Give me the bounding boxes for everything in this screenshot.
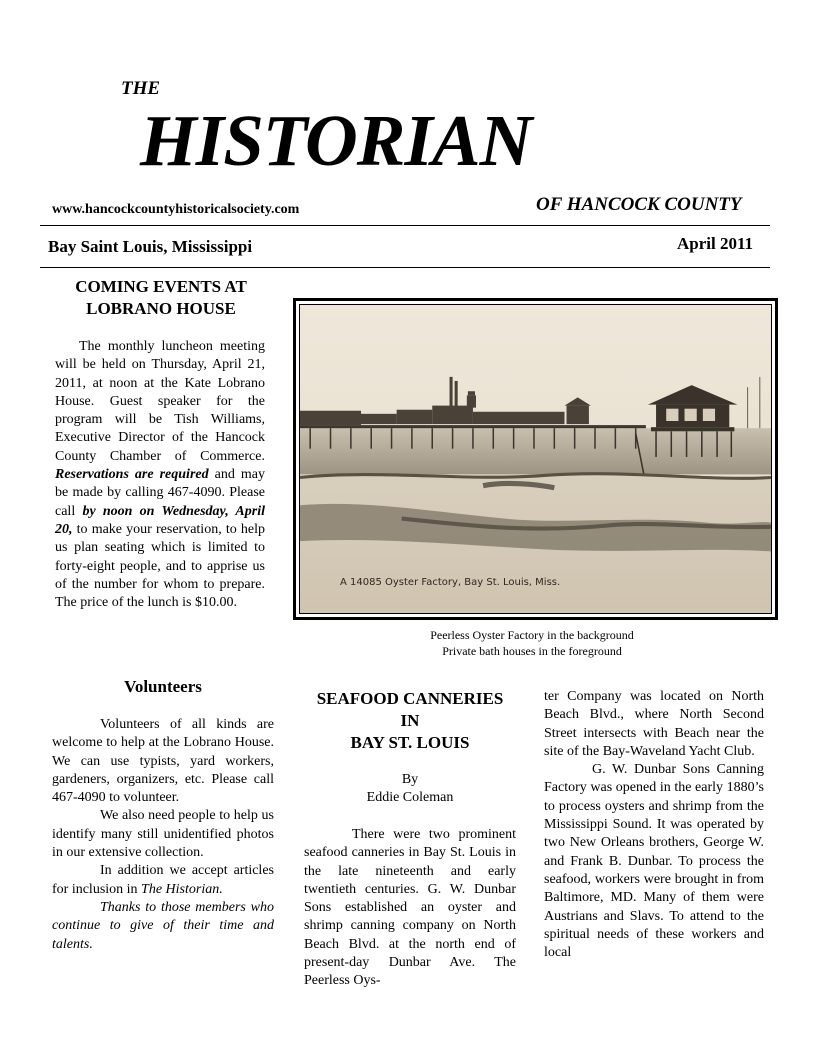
website-url[interactable]: www.hancockcountyhistoricalsociety.com (52, 202, 300, 217)
events-text-reservations: Reservations are required (55, 467, 209, 483)
article-column-2 (544, 688, 764, 962)
events-text-e: to make your reservation, to help us plan seating which is limited to forty-eight people, and to apprise us of the number for whom to prepare. The price of the lunch is $10.00. (55, 521, 265, 611)
volunteers-paragraph-3 (52, 862, 274, 899)
volunteers-heading: Volunteers (124, 677, 202, 696)
photo-caption-line2: Private bath houses in the foreground (442, 644, 622, 658)
article-byline (304, 771, 516, 807)
volunteers-paragraph-4: Thanks to those members who continue to give of their time and talents. (52, 899, 274, 952)
article-author: Eddie Coleman (366, 790, 454, 805)
events-heading-line1: COMING EVENTS AT (75, 277, 247, 296)
article-col2-paragraph-1: ter Company was located on North Beach Blvd., where North Second Street intersects with Beach near the site of the Bay-Waveland Yacht Club. (544, 689, 764, 759)
events-text-a: The monthly luncheon meeting will be held on Thursday, April 21, 2011, at noon at the Kate Lobrano House. Guest speaker for the program will be Tish Williams, Executive Director of the Hancock County Chamber of Commerce. (55, 339, 265, 464)
oyster-factory-photo (299, 304, 772, 614)
volunteers-paragraph-1: Volunteers of all kinds are welcome to help at the Lobrano House. We can use typists, yard workers, gardeners, organizers, etc. Please call 467-4090 to volunteer. (52, 717, 274, 806)
masthead-rule-bottom (40, 267, 770, 268)
events-heading (52, 276, 270, 320)
events-heading-line2: LOBRANO HOUSE (86, 299, 236, 318)
events-text-c: and may be made by calling 467-4090. Please call (55, 467, 265, 519)
article-col2-paragraph-2: G. W. Dunbar Sons Canning Factory was opened in the early 1880’s to process oysters and shrimp from the Mississippi Sound. It was operated by two New Orleans brothers, George W. and Frank B. Dunbar. To process the seafood, workers were brought in from Baltimore, MD. Many of them were Austrians and Slavs. To attend to the spiritual needs of these workers and local (544, 762, 764, 961)
events-body (55, 338, 265, 612)
masthead-rule-top (40, 225, 770, 226)
photo-print-caption: A 14085 Oyster Factory, Bay St. Louis, Miss. (340, 577, 561, 588)
article-by: By (401, 772, 419, 787)
masthead-county: OF HANCOCK COUNTY (536, 194, 742, 215)
photo-caption-line1: Peerless Oyster Factory in the background (430, 628, 634, 642)
issue-date: April 2011 (677, 234, 754, 253)
oyster-factory-illustration (300, 305, 771, 613)
events-paragraph (55, 338, 265, 612)
masthead-title: HISTORIAN (140, 100, 532, 181)
article-heading-line2: IN (400, 711, 420, 730)
oyster-factory-photo-frame (293, 298, 778, 620)
article-heading-line3: BAY ST. LOUIS (350, 733, 470, 752)
events-text-deadline: by noon on Wednesday, April 20, (55, 503, 265, 537)
issue-location: Bay Saint Louis, Mississippi (48, 237, 253, 256)
volunteers-body (52, 716, 274, 954)
volunteers-text-publication: The Historian. (141, 881, 223, 897)
volunteers-paragraph-2: We also need people to help us identify many still unidentified photos in our extensive collection. (52, 808, 274, 861)
article-col1-paragraph: There were two prominent seafood canneries in Bay St. Louis in the late nineteenth and early twentieth centuries. G. W. Dunbar Sons established an oyster and shrimp canning company on North Beach Blvd. at the north end of present-day Dunbar Ave. The Peerless Oys- (304, 827, 516, 989)
article-column-1 (304, 826, 516, 991)
article-heading-line1: SEAFOOD CANNERIES (316, 689, 504, 708)
volunteers-text-3a: In addition we accept articles for inclusion in (52, 863, 274, 897)
article-heading (304, 688, 516, 754)
masthead-the: THE (121, 78, 161, 99)
